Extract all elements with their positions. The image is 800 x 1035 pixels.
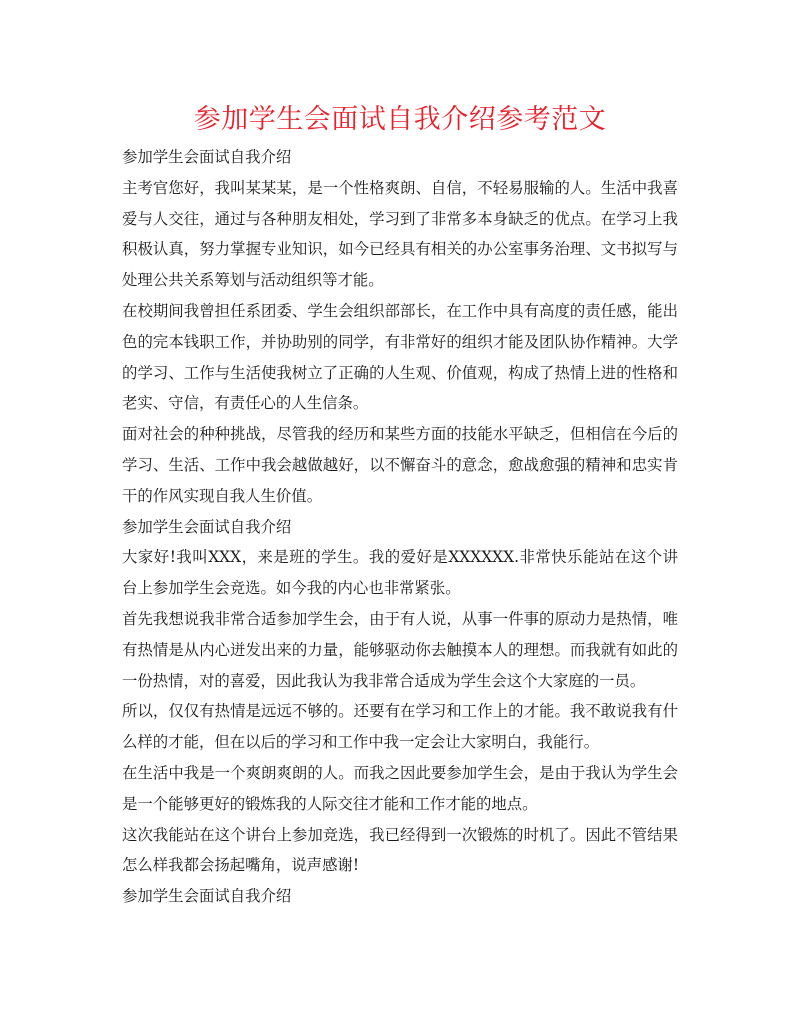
paragraph: 在校期间我曾担任系团委、学生会组织部部长，在工作中具有高度的责任感，能出色的完本钱职工作，并协助别的同学，有非常好的组织才能及团队协作精神。大学的学习、工作与生活使我树立了正确的人生观、价值观，构成了热情上进的性格和老实、守信，有责任心的人生信条。 [122,301,678,413]
document-title: 参加学生会面试自我介绍参考范文 [193,104,607,135]
paragraph: 所以，仅仅有热情是远远不够的。还要有在学习和工作上的才能。我不敢说我有什么样的才能，但在以后的学习和工作中我一定会让大家明白，我能行。 [122,702,678,752]
section-heading: 参加学生会面试自我介绍 [122,517,292,536]
paragraph: 大家好!我叫XXX，来是班的学生。我的爱好是XXXXXX.非常快乐能站在这个讲台上参加学生会竞选。如今我的内心也非常紧张。 [122,548,678,598]
section-heading: 参加学生会面试自我介绍 [122,148,292,166]
document-body [122,142,678,912]
paragraph: 在生活中我是一个爽朗爽朗的人。而我之因此要参加学生会，是由于我认为学生会是一个能够更好的锻炼我的人际交往才能和工作才能的地点。 [122,763,678,813]
section-heading: 参加学生会面试自我介绍 [122,887,292,906]
paragraph: 主考官您好，我叫某某某，是一个性格爽朗、自信，不轻易服输的人。生活中我喜爱与人交往，通过与各种朋友相处，学习到了非常多本身缺乏的优点。在学习上我积极认真，努力掌握专业知识，如今已经具有相关的办公室事务治理、文书拟写与处理公共关系筹划与活动组织等才能。 [122,178,678,290]
paragraph: 面对社会的种种挑战，尽管我的经历和某些方面的技能水平缺乏，但相信在今后的学习、生活、工作中我会越做越好，以不懈奋斗的意念，愈战愈强的精神和忠实肯干的作风实现自我人生价值。 [122,425,678,505]
paragraph: 首先我想说我非常合适参加学生会，由于有人说，从事一件事的原动力是热情，唯有热情是从内心迸发出来的力量，能够驱动你去触摸本人的理想。而我就有如此的一份热情，对的喜爱，因此我认为我非常合适成为学生会这个大家庭的一员。 [122,609,678,690]
paragraph: 这次我能站在这个讲台上参加竞选，我已经得到一次锻炼的时机了。因此不管结果怎么样我都会扬起嘴角，说声感谢! [122,825,678,875]
